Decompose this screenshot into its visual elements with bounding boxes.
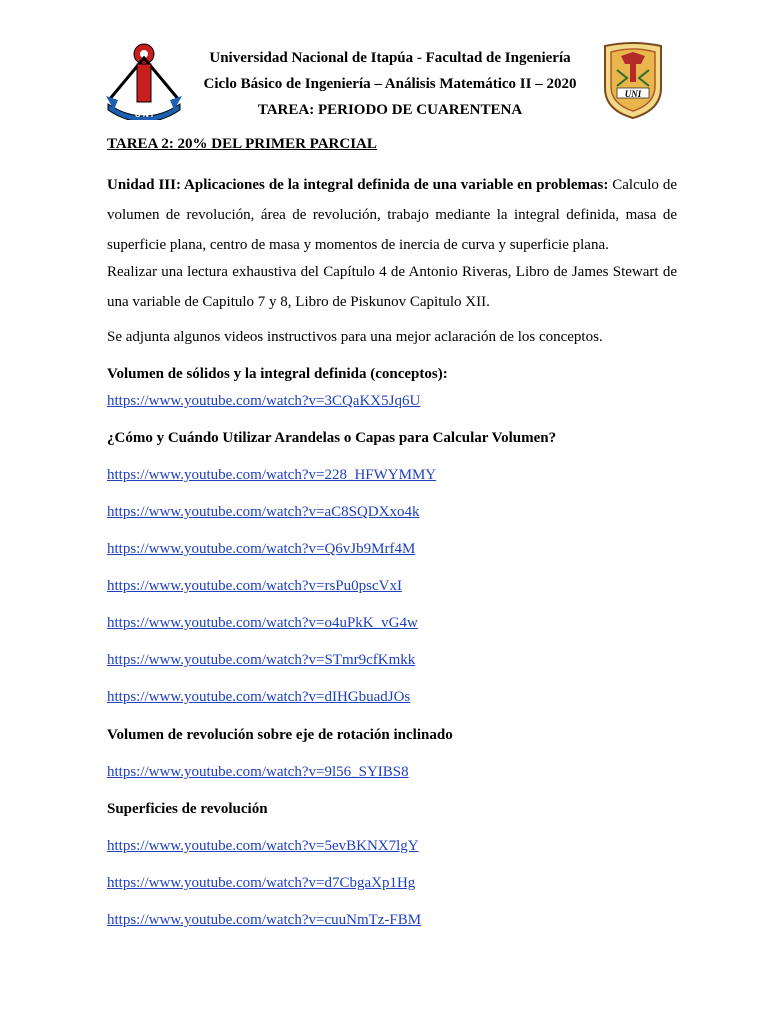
- video-link[interactable]: https://www.youtube.com/watch?v=3CQaKX5Jq6U: [107, 393, 421, 409]
- video-link[interactable]: https://www.youtube.com/watch?v=o4uPkK_vG4w: [107, 615, 418, 631]
- section-heading-volume-concepts: Volumen de sólidos y la integral definida (conceptos):: [107, 366, 448, 382]
- video-link[interactable]: https://www.youtube.com/watch?v=cuuNmTz-FBM: [107, 912, 422, 928]
- header-course: Ciclo Básico de Ingeniería – Análisis Matemático II – 2020: [203, 76, 577, 92]
- video-link[interactable]: https://www.youtube.com/watch?v=Q6vJb9Mrf4M: [107, 541, 416, 557]
- video-link[interactable]: https://www.youtube.com/watch?v=d7CbgaXp1Hg: [107, 875, 416, 891]
- header-university: Universidad Nacional de Itapúa - Facultad de Ingeniería: [209, 50, 571, 66]
- unit-topics: Calculo de volumen de revolución, área de revolución, trabajo mediante la integral definida, masa de superficie plana, centro de masa y momentos de inercia de curva y superficie plana.: [107, 177, 677, 253]
- video-link[interactable]: https://www.youtube.com/watch?v=aC8SQDXxo4k: [107, 504, 420, 520]
- reading-instructions: Realizar una lectura exhaustiva del Capítulo 4 de Antonio Riveras, Libro de James Stewart de una variable de Capitulo 7 y 8, Libro de Piskunov Capitulo XII.: [107, 264, 677, 310]
- video-link[interactable]: https://www.youtube.com/watch?v=228_HFWYMMY: [107, 467, 437, 483]
- section-heading-washers-shells: ¿Cómo y Cuándo Utilizar Arandelas o Capas para Calcular Volumen?: [107, 430, 557, 446]
- university-logo: [104, 40, 184, 120]
- videos-note: Se adjunta algunos videos instructivos para una mejor aclaración de los conceptos.: [107, 329, 603, 345]
- video-link[interactable]: https://www.youtube.com/watch?v=dIHGbuadJOs: [107, 689, 411, 705]
- header-task: TAREA: PERIODO DE CUARENTENA: [257, 102, 523, 118]
- section-heading-surfaces: Superficies de revolución: [107, 801, 268, 817]
- svg-text:U N I: U N I: [134, 110, 154, 119]
- video-link[interactable]: https://www.youtube.com/watch?v=rsPu0pscVxI: [107, 578, 402, 594]
- video-link[interactable]: https://www.youtube.com/watch?v=STmr9cfKmkk: [107, 652, 416, 668]
- video-link[interactable]: https://www.youtube.com/watch?v=9l56_SYIBS8: [107, 764, 409, 780]
- unit-title: Unidad III: Aplicaciones de la integral definida de una variable en problemas:: [107, 177, 609, 193]
- document-header: [190, 45, 590, 123]
- faculty-crest: [601, 40, 665, 120]
- video-link[interactable]: https://www.youtube.com/watch?v=5evBKNX7lgY: [107, 838, 419, 854]
- svg-text:UNI: UNI: [624, 89, 642, 99]
- task-title: TAREA 2: 20% DEL PRIMER PARCIAL: [107, 136, 377, 152]
- unit-description: [107, 170, 677, 260]
- section-heading-inclined-axis: Volumen de revolución sobre eje de rotación inclinado: [107, 727, 453, 743]
